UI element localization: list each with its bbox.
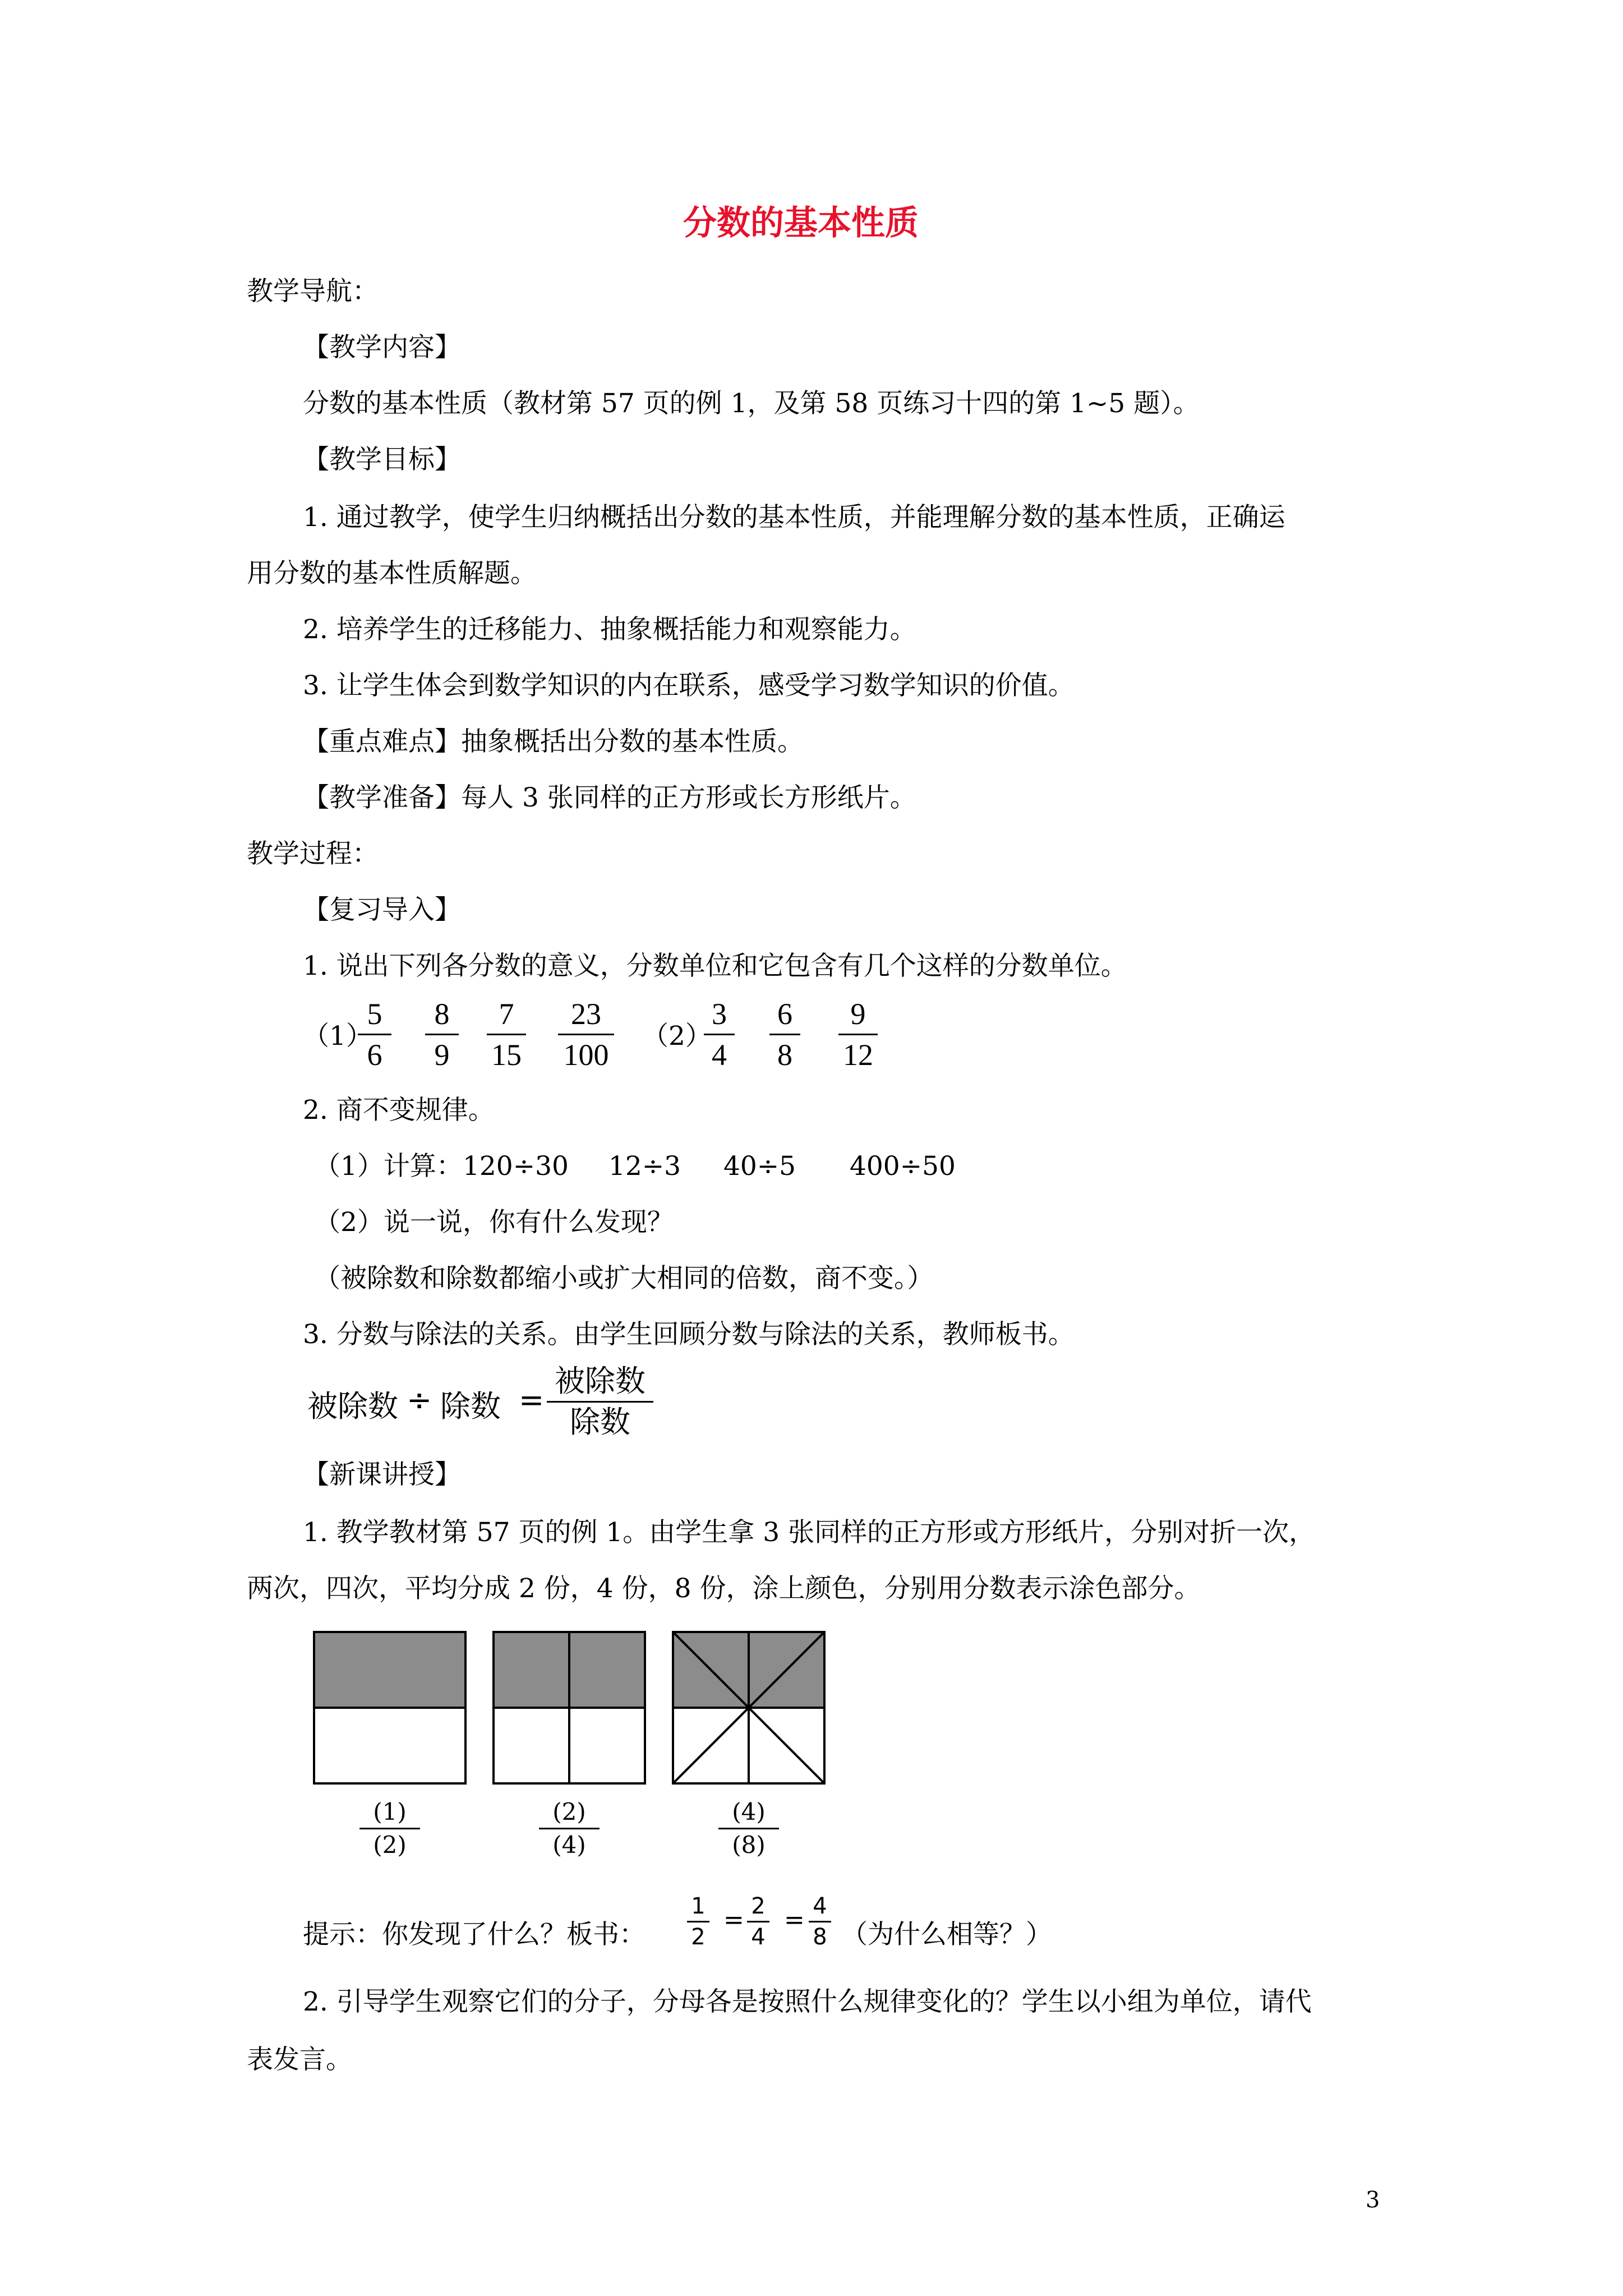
figure-label: (1) (2) (356, 1797, 423, 1860)
calc-label: （1）计算： (314, 1151, 463, 1182)
calc-item: 40÷5 (723, 1151, 796, 1182)
fraction: 8 9 (425, 995, 459, 1073)
review-item-3: 3. 分数与除法的关系。由学生回顾分数与除法的关系，教师板书。 (303, 1319, 1075, 1350)
hint-fraction: 1 2 (687, 1893, 709, 1951)
process-heading: 教学过程： (247, 838, 379, 869)
fraction: 5 6 (358, 995, 391, 1073)
group-2-label: （2） (642, 1021, 712, 1052)
formula-divide-sign: ÷ (407, 1382, 432, 1418)
goal-3: 3. 让学生体会到数学知识的内在联系，感受学习数学知识的价值。 (303, 670, 1075, 701)
say-prompt: （2）说一说，你有什么发现？ (314, 1207, 674, 1238)
hint-tail: （为什么相等？） (841, 1919, 1052, 1950)
group-1-label: （1） (303, 1021, 372, 1052)
review-item-2: 2. 商不变规律。 (303, 1095, 495, 1126)
answer-note: （被除数和除数都缩小或扩大相同的倍数，商不变。） (314, 1263, 934, 1294)
figure-half (314, 1632, 465, 1783)
hint-fraction: 2 4 (747, 1893, 769, 1951)
goal-1-line-2: 用分数的基本性质解题。 (247, 558, 537, 589)
guide-item-2-line-2: 表发言。 (247, 2044, 352, 2075)
key-points: 【重点难点】抽象概括出分数的基本性质。 (303, 726, 804, 757)
calc-item: 120÷30 (463, 1151, 569, 1182)
new-item-1-line-2: 两次，四次，平均分成 2 份，4 份，8 份，涂上颜色，分别用分数表示涂色部分。 (247, 1573, 1201, 1604)
formula-dividend: 被除数 (307, 1389, 398, 1424)
goal-2: 2. 培养学生的迁移能力、抽象概括能力和观察能力。 (303, 614, 916, 645)
review-item-1: 1. 说出下列各分数的意义，分数单位和它包含有几个这样的分数单位。 (303, 951, 1127, 981)
figure-label: (2) (4) (536, 1797, 603, 1860)
goal-1-line-1: 1. 通过教学，使学生归纳概括出分数的基本性质，并能理解分数的基本性质，正确运 (303, 502, 1285, 533)
formula-divisor: 除数 (440, 1389, 501, 1424)
figure-label: (4) (8) (715, 1797, 782, 1860)
formula-fraction: 被除数 除数 (547, 1363, 653, 1441)
hint-equals: = (723, 1906, 744, 1934)
new-item-1-line-1: 1. 教学教材第 57 页的例 1。由学生拿 3 张同样的正方形或方形纸片，分别对折一次， (303, 1517, 1316, 1548)
fraction: 23 100 (558, 995, 614, 1073)
new-lesson-heading: 【新课讲授】 (303, 1459, 461, 1490)
page-number: 3 (1366, 2187, 1380, 2213)
hint-equals: = (784, 1906, 805, 1934)
figure-eighths (673, 1632, 824, 1783)
content-heading: 【教学内容】 (303, 332, 461, 363)
figure-quarters (494, 1632, 645, 1783)
calc-item: 12÷3 (608, 1151, 681, 1182)
folded-paper-figures (308, 1626, 875, 1795)
fraction: 9 12 (838, 995, 878, 1073)
guide-heading: 教学导航： (247, 276, 379, 307)
review-heading: 【复习导入】 (303, 895, 461, 925)
goals-heading: 【教学目标】 (303, 444, 461, 475)
formula-equals: = (519, 1382, 545, 1418)
guide-item-2-line-1: 2. 引导学生观察它们的分子，分母各是按照什么规律变化的？学生以小组为单位，请代 (303, 1986, 1312, 2017)
page-title: 分数的基本性质 (683, 204, 919, 243)
content-text: 分数的基本性质（教材第 57 页的例 1，及第 58 页练习十四的第 1~5 题）。 (303, 388, 1200, 419)
calc-item: 400÷50 (850, 1151, 956, 1182)
fraction: 7 15 (487, 995, 526, 1073)
hint-fraction: 4 8 (809, 1893, 831, 1951)
fraction: 6 8 (769, 995, 800, 1073)
hint-text: 提示：你发现了什么？板书： (303, 1919, 645, 1950)
fraction: 3 4 (704, 995, 735, 1073)
preparation: 【教学准备】每人 3 张同样的正方形或长方形纸片。 (303, 782, 916, 813)
shaded-part (314, 1632, 465, 1708)
